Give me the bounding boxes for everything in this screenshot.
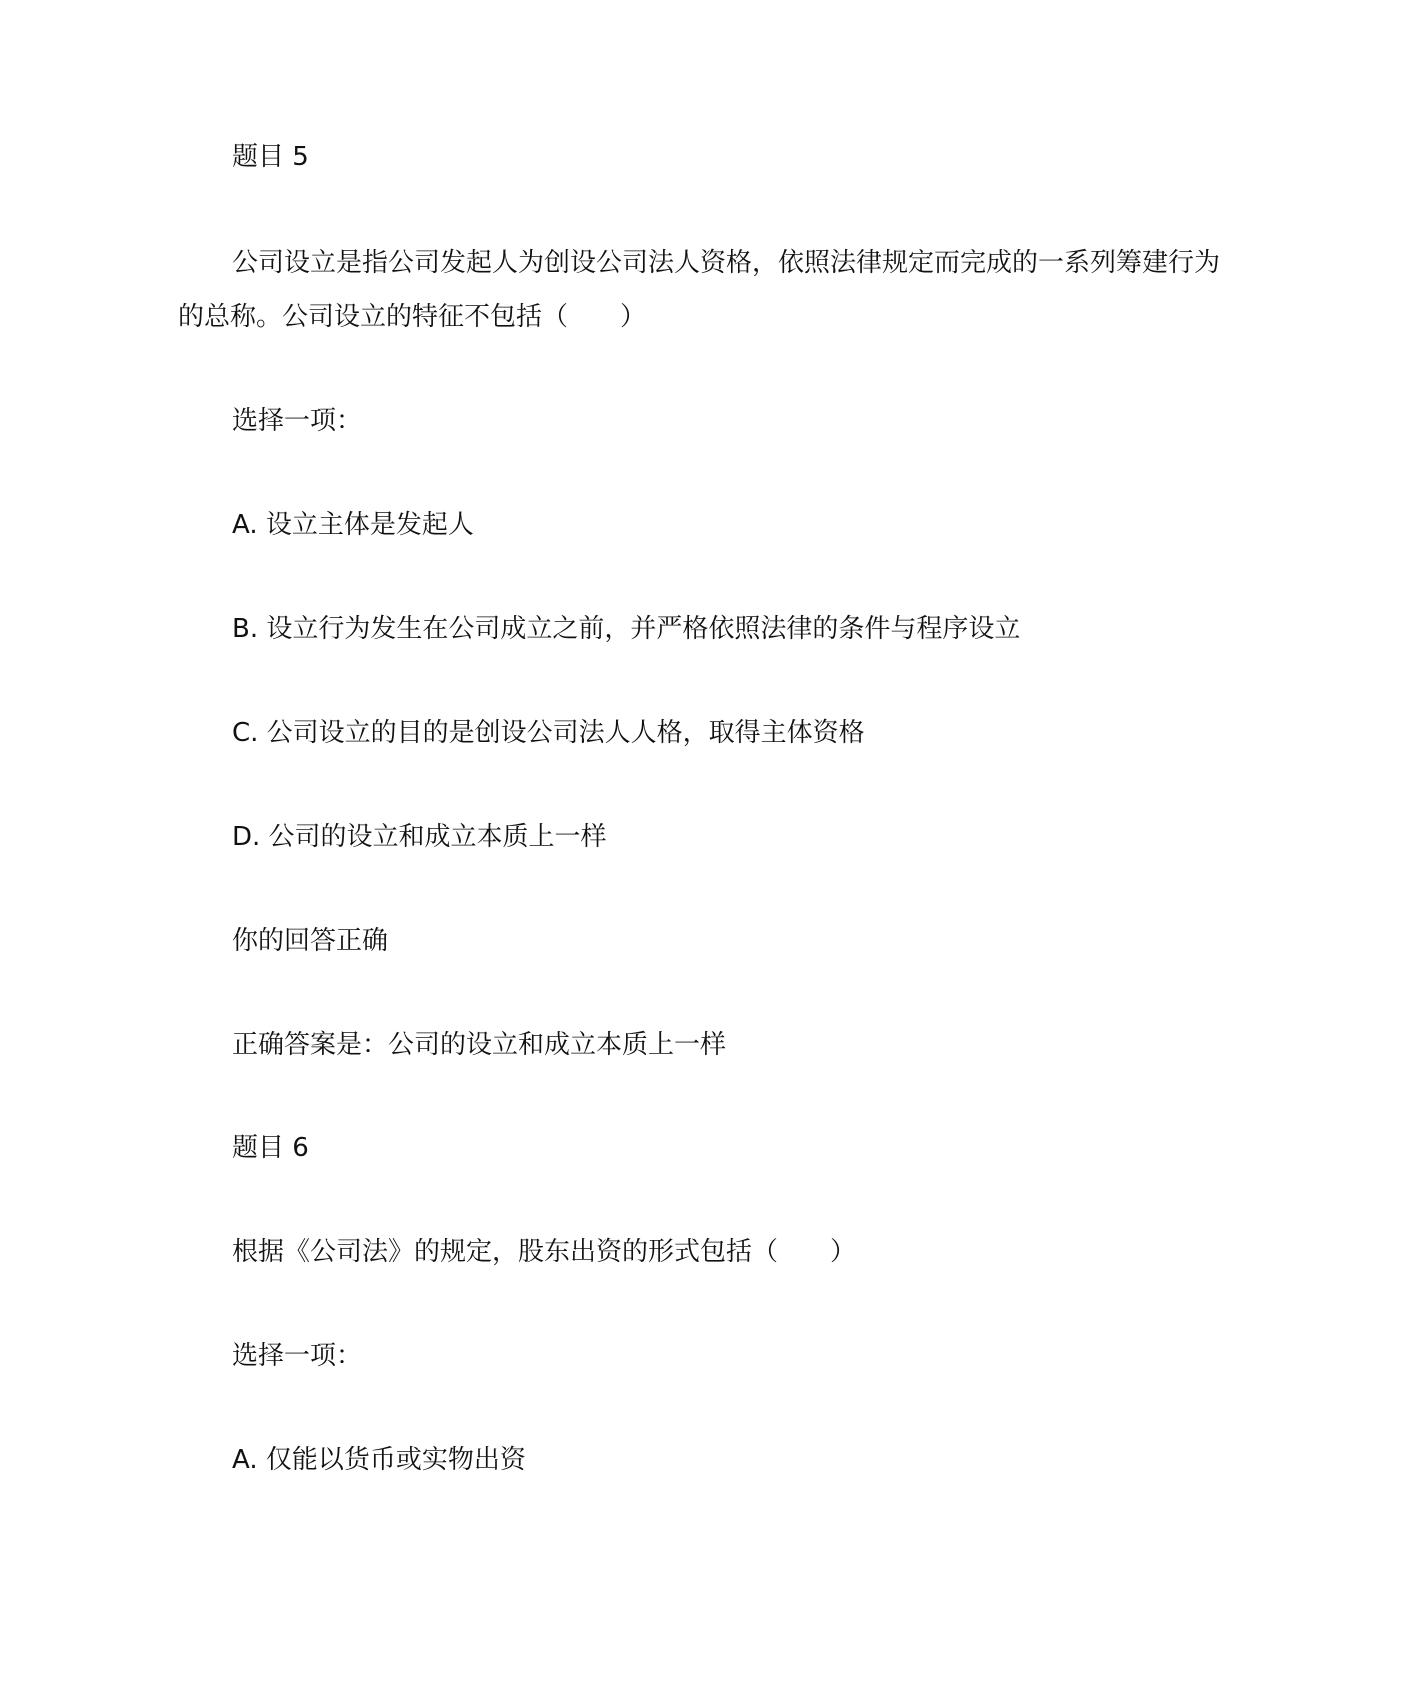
question-5-option-c: C. 公司设立的目的是创设公司法人人格，取得主体资格: [232, 718, 865, 748]
question-5-title: 题目 5: [232, 142, 309, 172]
question-6-option-a: A. 仅能以货币或实物出资: [232, 1445, 526, 1475]
question-5-feedback: 你的回答正确: [232, 926, 389, 956]
question-6-prompt: 选择一项：: [232, 1341, 363, 1371]
question-5-option-d: D. 公司的设立和成立本质上一样: [232, 822, 607, 852]
question-5-correct-answer: 正确答案是：公司的设立和成立本质上一样: [232, 1030, 727, 1060]
question-5-option-a: A. 设立主体是发起人: [232, 510, 474, 540]
question-5-option-b: B. 设立行为发生在公司成立之前，并严格依照法律的条件与程序设立: [232, 614, 1021, 644]
question-5-prompt: 选择一项：: [232, 406, 363, 436]
question-6-title: 题目 6: [232, 1133, 309, 1163]
question-6-stem: 根据《公司法》的规定，股东出资的形式包括（ ）: [232, 1237, 857, 1267]
question-5-stem: 公司设立是指公司发起人为创设公司法人资格，依照法律规定而完成的一系列筹建行为的总称。公司设立的特征不包括（ ）: [178, 248, 1221, 332]
